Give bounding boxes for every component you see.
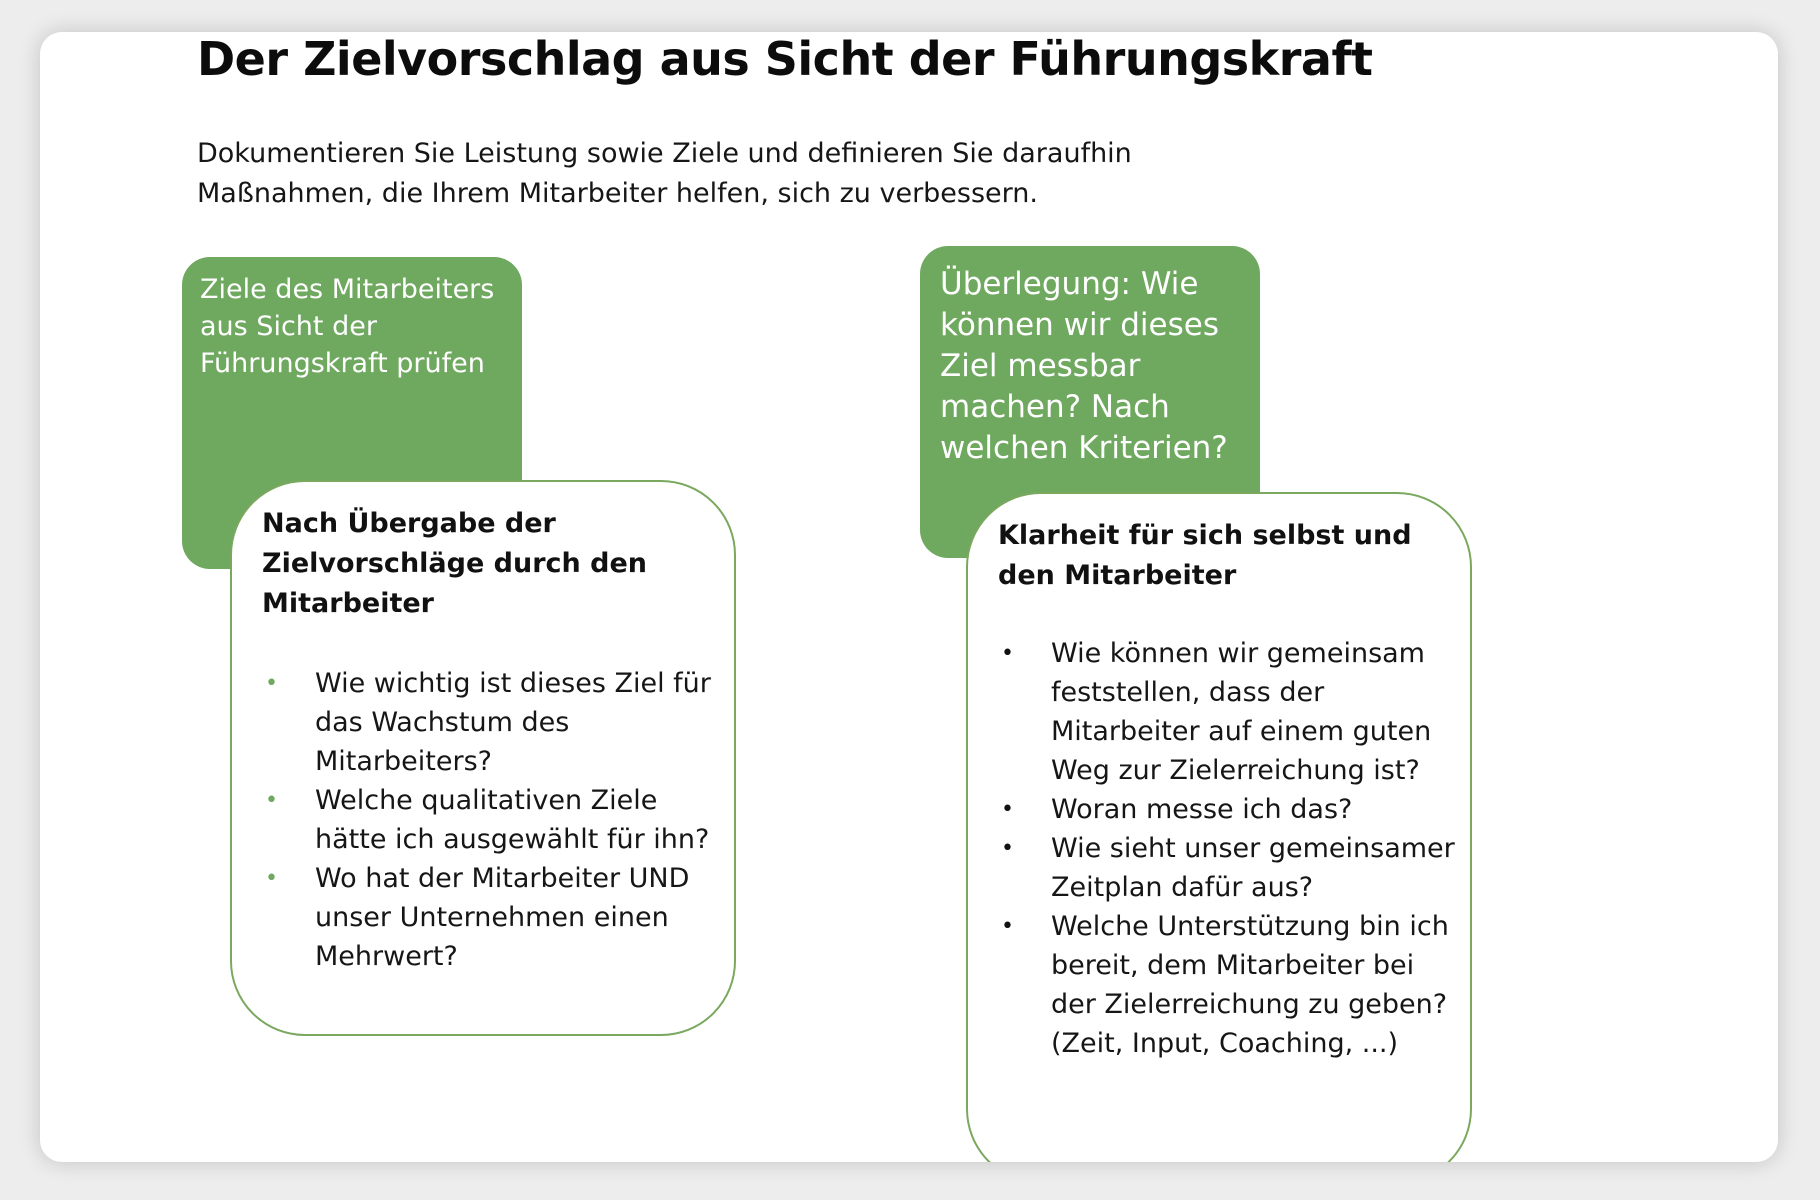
left-box-heading: Nach Übergabe der Zielvorschläge durch den Mitarbeiter	[262, 508, 648, 619]
left-green-text: Ziele des Mitarbeiters aus Sicht der Führungskraft prüfen	[200, 274, 495, 379]
list-item	[262, 781, 714, 859]
slide	[40, 32, 1778, 1162]
left-white-box	[230, 480, 736, 1036]
list-item	[262, 859, 714, 976]
bullet-icon: •	[265, 866, 278, 891]
list-item-text: Wie sieht unser gemeinsamer Zeitplan dafür aus?	[1051, 833, 1455, 903]
slide-title: Der Zielvorschlag aus Sicht der Führungskraft	[197, 32, 1373, 86]
bullet-icon: •	[265, 671, 278, 696]
list-item	[998, 790, 1460, 829]
list-item-text: Wo hat der Mitarbeiter UND unser Unternehmen einen Mehrwert?	[315, 863, 690, 972]
left-bullet-list	[262, 664, 714, 976]
list-item	[998, 829, 1460, 907]
bullet-icon: •	[1001, 797, 1014, 822]
right-bullet-list	[998, 634, 1460, 1063]
bullet-icon: •	[265, 788, 278, 813]
bullet-icon: •	[1001, 914, 1014, 939]
list-item	[998, 907, 1460, 1063]
list-item-text: Welche qualitativen Ziele hätte ich ausgewählt für ihn?	[315, 785, 710, 855]
right-green-text: Überlegung: Wie können wir dieses Ziel messbar machen? Nach welchen Kriterien?	[940, 266, 1228, 466]
right-box-heading: Klarheit für sich selbst und den Mitarbeiter	[998, 520, 1412, 591]
list-item-text: Welche Unterstützung bin ich bereit, dem Mitarbeiter bei der Zielerreichung zu geben? (Zeit, Input, Coaching, ...)	[1051, 911, 1449, 1059]
list-item	[998, 634, 1460, 790]
list-item-text: Wie können wir gemeinsam feststellen, dass der Mitarbeiter auf einem guten Weg zur Zielerreichung ist?	[1051, 638, 1432, 786]
right-white-box	[966, 492, 1472, 1162]
list-item	[262, 664, 714, 781]
list-item-text: Woran messe ich das?	[1051, 794, 1353, 825]
bullet-icon: •	[1001, 641, 1014, 666]
list-item-text: Wie wichtig ist dieses Ziel für das Wachstum des Mitarbeiters?	[315, 668, 711, 777]
intro-text: Dokumentieren Sie Leistung sowie Ziele und definieren Sie daraufhin Maßnahmen, die Ihrem Mitarbeiter helfen, sich zu verbessern.	[197, 138, 1132, 209]
bullet-icon: •	[1001, 836, 1014, 861]
